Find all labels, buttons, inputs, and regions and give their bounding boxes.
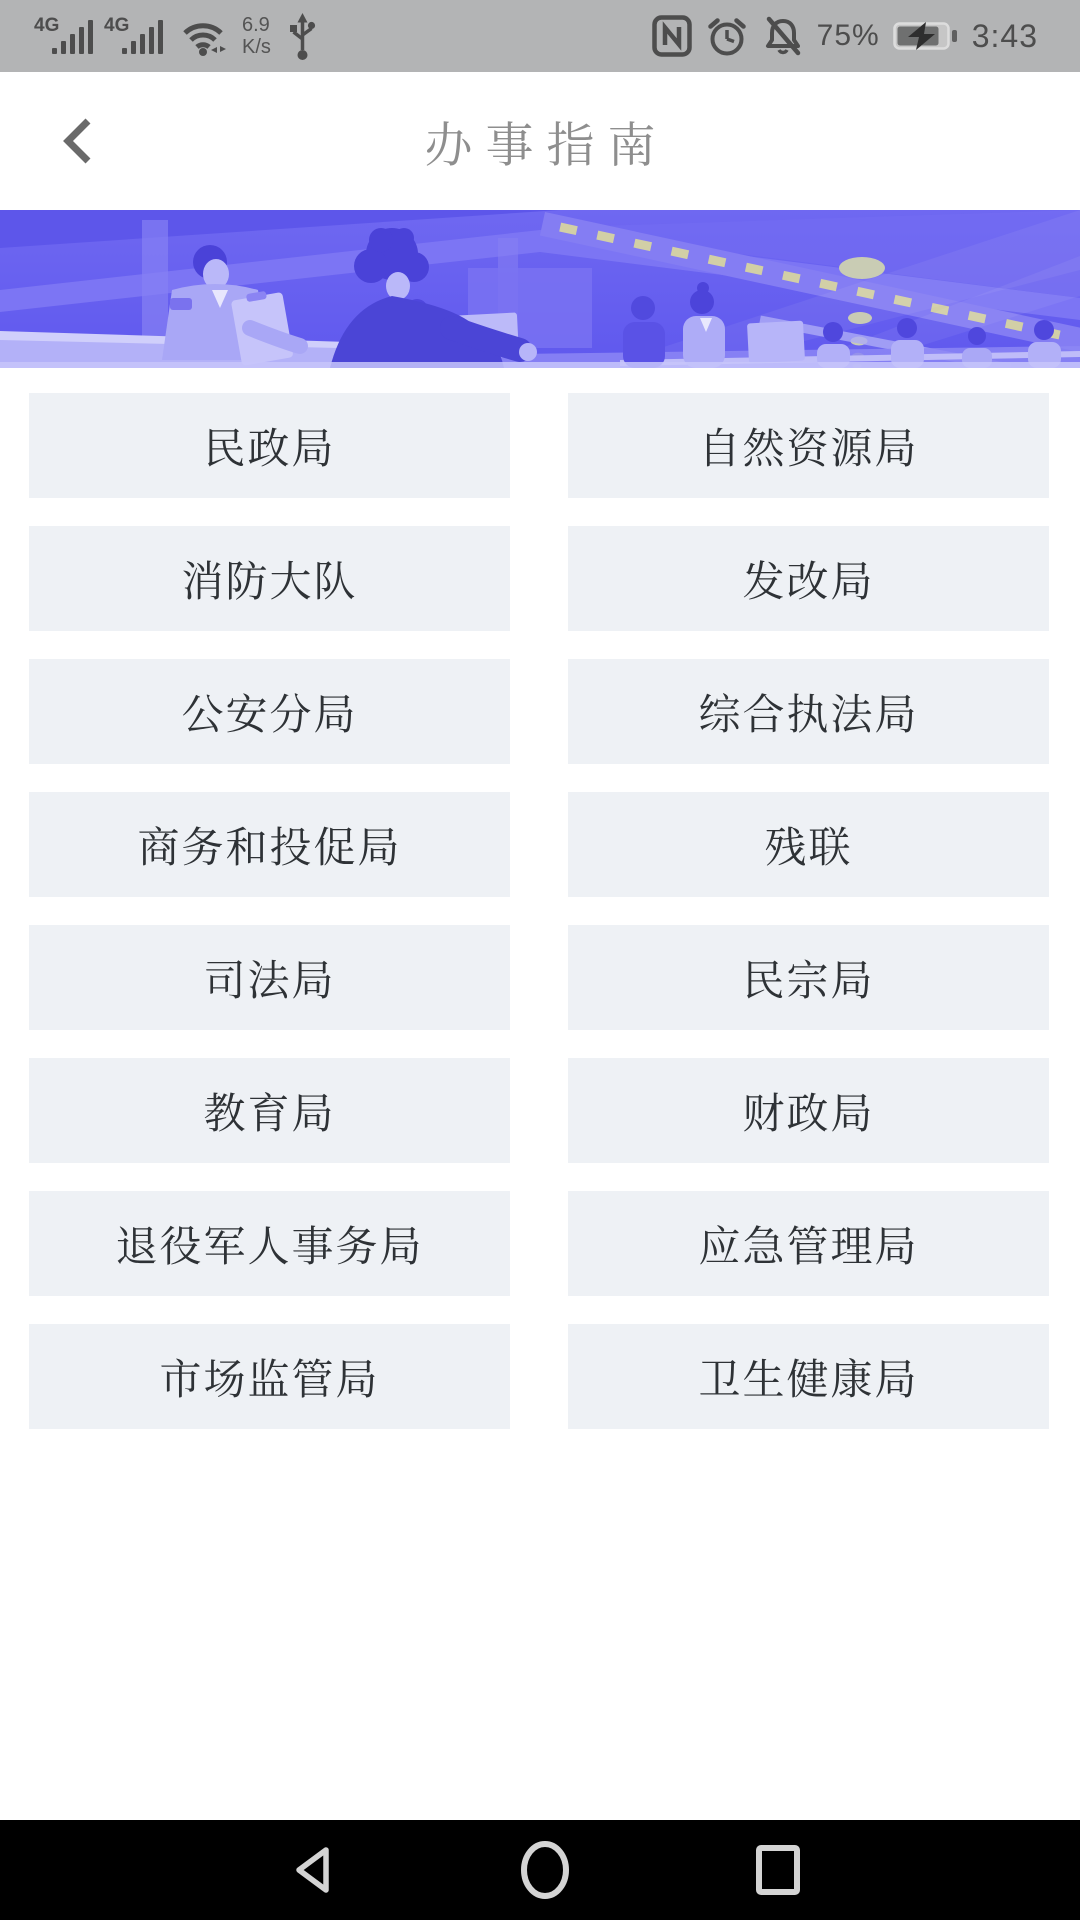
nav-recents-button[interactable] [748,1837,808,1903]
nav-back-triangle-icon [288,1843,338,1897]
department-button[interactable]: 教育局 [29,1058,510,1163]
department-button[interactable]: 民宗局 [568,925,1049,1030]
department-button[interactable]: 残联 [568,792,1049,897]
battery-percent-label: 75% [816,19,880,52]
wifi-icon [180,14,232,58]
department-button[interactable]: 公安分局 [29,659,510,764]
nav-recents-square-icon [754,1843,802,1897]
battery-charging-icon [893,20,959,52]
android-navigation-bar [0,1820,1080,1920]
signal-bars-icon [52,17,94,55]
nav-back-button[interactable] [282,1837,344,1903]
status-bar-left [34,11,316,61]
signal-bars-icon [122,17,164,55]
network-speed [242,14,271,58]
banner-image [0,210,1080,368]
alarm-icon [705,15,749,57]
usb-icon [289,11,316,61]
department-button[interactable]: 自然资源局 [568,393,1049,498]
mute-bell-icon [762,15,804,57]
signal-strength-sim1-icon [34,13,96,59]
department-button[interactable]: 消防大队 [29,526,510,631]
status-bar [0,0,1080,72]
nfc-icon [652,15,692,57]
page-header [0,72,1080,210]
department-button[interactable]: 卫生健康局 [568,1324,1049,1429]
department-button[interactable]: 退役军人事务局 [29,1191,510,1296]
network-type-label: 4G [104,15,130,36]
nav-home-circle-icon [517,1839,573,1901]
department-button[interactable]: 民政局 [29,393,510,498]
service-hall-illustration [0,210,1080,368]
department-button[interactable]: 综合执法局 [568,659,1049,764]
department-button[interactable]: 商务和投促局 [29,792,510,897]
signal-strength-sim2-icon [104,13,166,59]
speed-value: 6.9 [242,14,270,36]
department-button[interactable]: 司法局 [29,925,510,1030]
department-grid [0,393,1080,1429]
department-button[interactable]: 市场监管局 [29,1324,510,1429]
department-button[interactable]: 财政局 [568,1058,1049,1163]
nav-home-button[interactable] [511,1833,579,1907]
speed-unit: K/s [242,36,271,58]
page-title: 办事指南 [424,119,669,173]
department-button[interactable]: 应急管理局 [568,1191,1049,1296]
network-type-label: 4G [34,15,60,36]
status-bar-right [639,15,1038,57]
department-button[interactable]: 发改局 [568,526,1049,631]
clock-label: 3:43 [971,17,1038,54]
